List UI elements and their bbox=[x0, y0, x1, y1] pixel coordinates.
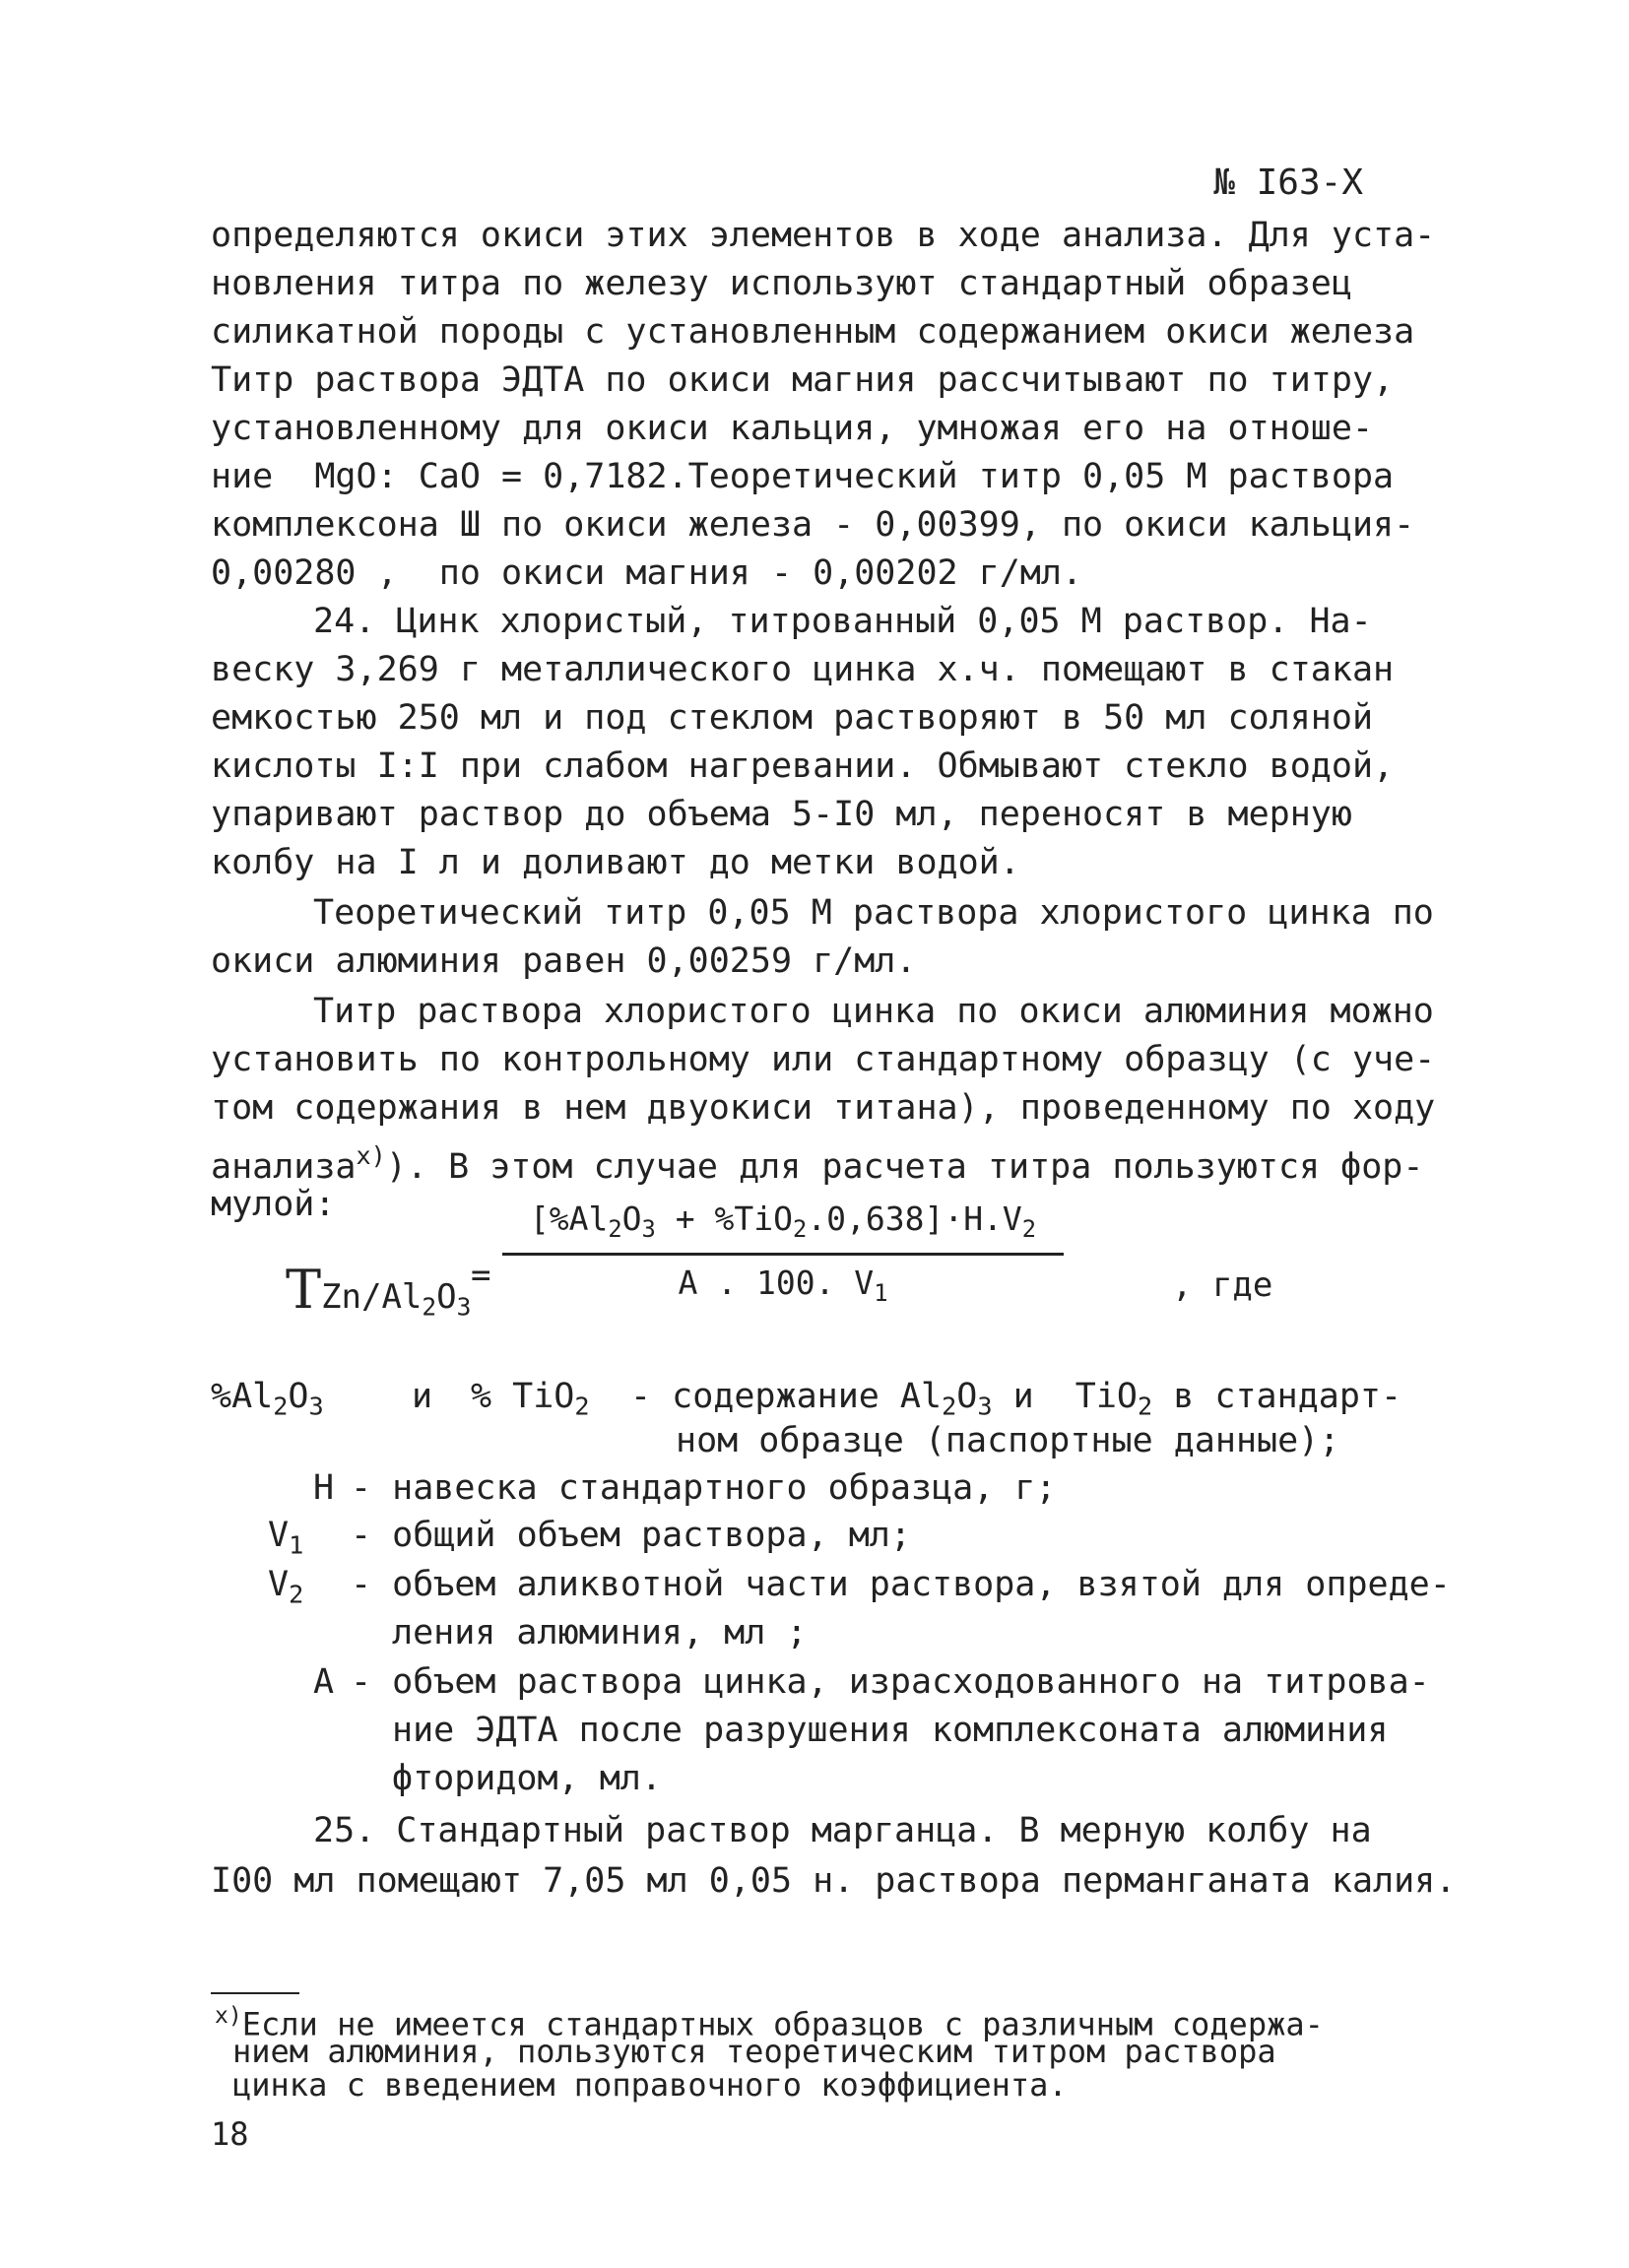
definition-text: - объем аликвотной части раствора, взятой для опреде- bbox=[351, 1565, 1451, 1604]
text-line: установить по контрольному или стандартному образцу (с уче- bbox=[211, 1040, 1436, 1079]
definition-text: фторидом, мл. bbox=[392, 1759, 662, 1798]
definition-text: ном образце (паспортные данные); bbox=[676, 1421, 1340, 1460]
formula-text: Zn/Al bbox=[321, 1277, 423, 1317]
text-line: емкостью 250 мл и под стеклом растворяют в 50 мл соляной bbox=[211, 698, 1374, 738]
def-subscript: 2 bbox=[289, 1580, 304, 1609]
formula-lhs bbox=[286, 1259, 471, 1321]
text-line: упаривают раствор до объема 5-I0 мл, переносят в мерную bbox=[211, 795, 1352, 834]
def-symbol bbox=[268, 1562, 303, 1618]
formula-text: O bbox=[621, 1199, 642, 1238]
formula-subscript: 2 bbox=[422, 1292, 437, 1322]
formula-text: O bbox=[436, 1277, 457, 1317]
formula-subscript: 2 bbox=[608, 1215, 622, 1244]
text-line: 25. Стандартный раствор марганца. В мерную колбу на bbox=[313, 1811, 1372, 1850]
text-line: ние MgO: CaO = 0,7182.Теоретический титр 0,05 М раствора bbox=[211, 457, 1395, 496]
def-symbol: H bbox=[313, 1468, 335, 1508]
text-line: определяются окиси этих элементов в ходе анализа. Для уста- bbox=[211, 216, 1436, 255]
def-symbol: % TiO bbox=[471, 1377, 575, 1416]
footnote-mark: x) bbox=[215, 2003, 242, 2029]
text-line: установленному для окиси кальция, умножая его на отноше- bbox=[211, 409, 1374, 448]
definition-text: - объем раствора цинка, израсходованного на титрова- bbox=[351, 1662, 1430, 1702]
def-subscript: 2 bbox=[1138, 1392, 1153, 1421]
def-subscript: 2 bbox=[574, 1392, 590, 1421]
text-fragment: анализа bbox=[211, 1146, 357, 1187]
formula-text: A . 100. V bbox=[678, 1264, 875, 1303]
text-line: окиси алюминия равен 0,00259 г/мл. bbox=[211, 941, 917, 981]
text-line: комплексона Ш по окиси железа - 0,00399, по окиси кальция- bbox=[211, 505, 1415, 545]
document-number: № I63-Х bbox=[1213, 162, 1363, 203]
fraction bbox=[502, 1199, 1064, 1307]
text-line: Титр раствора хлористого цинка по окиси алюминия можно bbox=[313, 992, 1434, 1031]
def-symbol bbox=[268, 1513, 303, 1569]
equals-sign: = bbox=[471, 1256, 491, 1295]
text-line bbox=[211, 1134, 1423, 1190]
formula-subscript: 2 bbox=[1021, 1215, 1037, 1244]
formula-subscript: 2 bbox=[792, 1215, 808, 1244]
formula-text: + %TiO bbox=[655, 1199, 793, 1238]
def-symbol: V bbox=[268, 1565, 290, 1604]
definition-text: ние ЭДТА после разрушения комплексоната алюминия bbox=[392, 1711, 1389, 1750]
text-line: силикатной породы с установленным содержанием окиси железа bbox=[211, 312, 1415, 352]
footnote-line: нием алюминия, пользуются теоретическим титром раствора bbox=[232, 2033, 1276, 2070]
footnote-text: Если не имеется стандартных образцов с различным содержа- bbox=[241, 2005, 1324, 2043]
denominator bbox=[502, 1264, 1064, 1307]
def-symbol: V bbox=[268, 1516, 290, 1555]
footnote-separator bbox=[211, 1992, 299, 1994]
formula-tail: , где bbox=[1172, 1265, 1273, 1305]
definition-text: - общий объем раствора, мл; bbox=[351, 1516, 911, 1555]
def-subscript: 3 bbox=[308, 1392, 324, 1421]
def-symbol: O bbox=[288, 1377, 309, 1416]
footnote-ref: x) bbox=[356, 1141, 386, 1170]
formula-subscript: 3 bbox=[641, 1215, 656, 1244]
def-text: - содержание Al bbox=[630, 1377, 943, 1416]
text-line: веску 3,269 г металлического цинка х.ч. помещают в стакан bbox=[211, 650, 1395, 689]
text-line: 24. Цинк хлористый, титрованный 0,05 М раствор. На- bbox=[313, 602, 1372, 641]
formula-subscript: 3 bbox=[456, 1292, 472, 1322]
definition-connector: и bbox=[412, 1377, 433, 1416]
def-text: и TiO bbox=[992, 1377, 1139, 1416]
text-line: Титр раствора ЭДТА по окиси магния рассчитывают по титру, bbox=[211, 360, 1395, 400]
text-line: том содержания в нем двуокиси титана), проведенному по ходу bbox=[211, 1088, 1436, 1128]
text-line: 0,00280 , по окиси магния - 0,00202 г/мл. bbox=[211, 553, 1083, 593]
formula-text: .0,638]·H.V bbox=[807, 1199, 1022, 1238]
text-line: новления титра по железу используют стандартный образец bbox=[211, 264, 1352, 303]
text-line: кислоты I:I при слабом нагревании. Обмывают стекло водой, bbox=[211, 746, 1395, 786]
text-line: I00 мл помещают 7,05 мл 0,05 н. раствора перманганата калия. bbox=[211, 1861, 1457, 1901]
text-line: Теоретический титр 0,05 М раствора хлористого цинка по bbox=[313, 893, 1434, 933]
def-symbol: %Al bbox=[211, 1377, 274, 1416]
def-subscript: 2 bbox=[273, 1392, 289, 1421]
definition-text: ления алюминия, мл ; bbox=[392, 1613, 808, 1652]
def-text: в стандарт- bbox=[1152, 1377, 1402, 1416]
def-text: O bbox=[956, 1377, 978, 1416]
formula-text: [%Al bbox=[529, 1199, 609, 1238]
text-line: мулой: bbox=[211, 1185, 336, 1224]
def-symbol: A bbox=[313, 1662, 335, 1702]
def-subscript: 3 bbox=[977, 1392, 993, 1421]
formula-symbol: T bbox=[286, 1259, 322, 1321]
def-subscript: 1 bbox=[289, 1530, 304, 1560]
fraction-bar bbox=[502, 1253, 1064, 1256]
text-fragment: ). В этом случае для расчета титра пользуются фор- bbox=[385, 1146, 1424, 1187]
definition-line bbox=[211, 1374, 324, 1430]
footnote-line: цинка с введением поправочного коэффициента. bbox=[232, 2066, 1068, 2104]
numerator bbox=[502, 1199, 1064, 1243]
page-number: 18 bbox=[211, 2115, 249, 2153]
def-symbol bbox=[471, 1374, 590, 1430]
def-subscript: 2 bbox=[942, 1392, 957, 1421]
formula-subscript: 1 bbox=[874, 1279, 888, 1308]
text-line: колбу на I л и доливают до метки водой. bbox=[211, 843, 1020, 882]
definition-text: - навеска стандартного образца, г; bbox=[351, 1468, 1057, 1508]
